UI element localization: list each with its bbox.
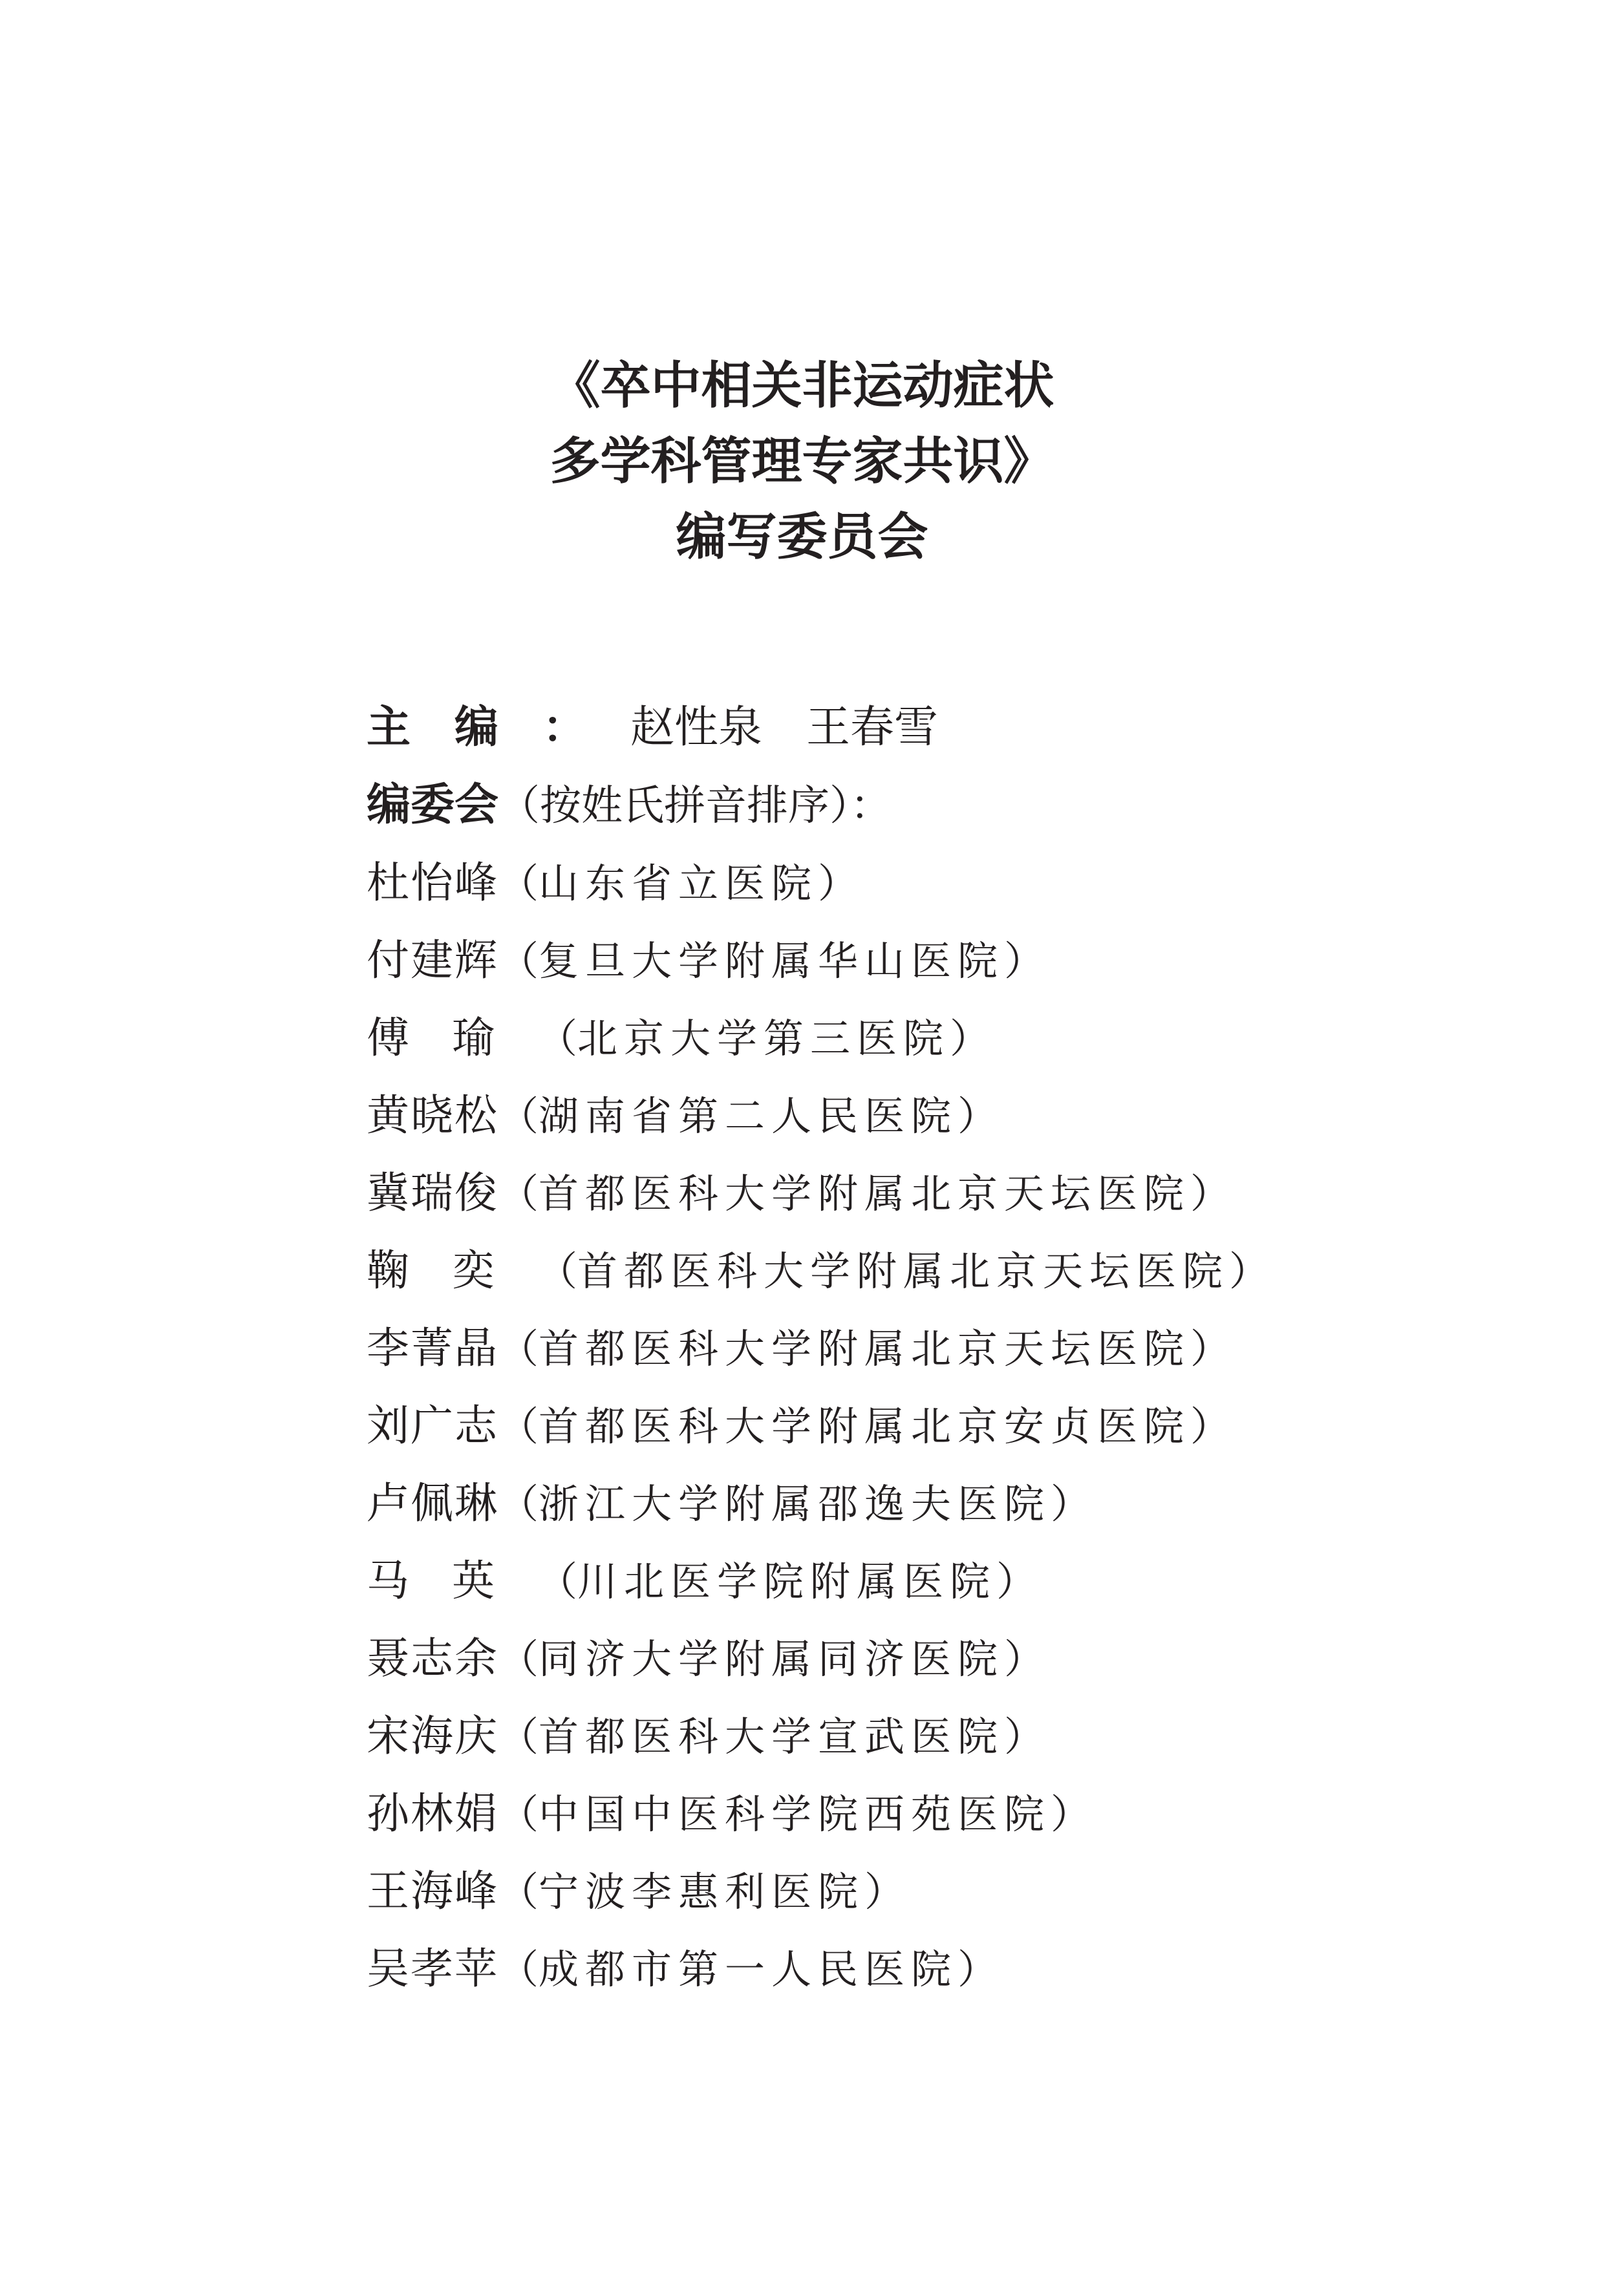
chief-editor-names: 赵性泉 王春雪 — [630, 702, 939, 753]
member-affiliation: 同济大学附属同济医院 — [539, 1635, 1005, 1683]
committee-label: 编委会 — [367, 780, 499, 831]
committee-sort-note: （按姓氏拼音排序）： — [498, 782, 892, 830]
member-row — [367, 1077, 1569, 1154]
member-affiliation: 川北医学院附属医院 — [577, 1558, 997, 1605]
member-row — [367, 1465, 1569, 1542]
member-affiliation: 复旦大学附属华山医院 — [539, 937, 1005, 984]
member-row — [367, 1310, 1569, 1387]
member-affiliation: 首都医科大学附属北京天坛医院 — [539, 1325, 1191, 1372]
close-paren: ） — [864, 1868, 905, 1915]
close-paren: ） — [1051, 1480, 1091, 1527]
close-paren: ） — [1004, 937, 1045, 984]
close-paren: ） — [996, 1558, 1037, 1605]
member-name: 聂志余 — [367, 1633, 498, 1683]
chief-editor-row — [367, 689, 1569, 767]
member-name: 卢佩琳 — [367, 1478, 498, 1528]
member-affiliation: 湖南省第二人民医院 — [539, 1092, 958, 1140]
member-affiliation: 中国中医科学院西苑医院 — [539, 1791, 1051, 1838]
member-affiliation: 北京大学第三医院 — [577, 1015, 950, 1062]
member-row — [367, 922, 1569, 999]
member-affiliation: 首都医科大学附属北京天坛医院 — [539, 1170, 1191, 1217]
member-name: 孙林娟 — [367, 1789, 498, 1838]
member-row — [367, 844, 1569, 922]
title-line-3: 编写委员会 — [676, 507, 928, 566]
member-row — [367, 1620, 1569, 1697]
close-paren: ） — [957, 1092, 998, 1140]
close-paren: ） — [1190, 1403, 1231, 1450]
member-name: 吴孝苹 — [367, 1944, 498, 1993]
open-paren: （ — [498, 860, 539, 907]
open-paren: （ — [498, 1092, 539, 1140]
member-affiliation: 首都医科大学附属北京天坛医院 — [577, 1248, 1230, 1295]
close-paren: ） — [957, 1946, 998, 1993]
close-paren: ） — [950, 1015, 990, 1062]
open-paren: （ — [498, 937, 539, 984]
open-paren: （ — [498, 1946, 539, 1993]
member-name: 宋海庆 — [367, 1711, 498, 1761]
member-name: 王海峰 — [367, 1866, 498, 1916]
open-paren: （ — [537, 1248, 578, 1295]
committee-list — [367, 689, 1569, 2008]
member-row — [367, 1697, 1569, 1775]
member-affiliation: 浙江大学附属邵逸夫医院 — [539, 1480, 1051, 1527]
member-affiliation: 首都医科大学附属北京安贞医院 — [539, 1403, 1191, 1450]
member-row — [367, 999, 1569, 1077]
close-paren: ） — [1004, 1713, 1045, 1760]
close-paren: ） — [1051, 1791, 1091, 1838]
open-paren: （ — [498, 1868, 539, 1915]
member-row — [367, 1775, 1569, 1853]
close-paren: ） — [818, 860, 859, 907]
title-line-2: 多学科管理专家共识》 — [550, 432, 1054, 491]
committee-heading-row — [367, 767, 1569, 844]
document-title — [0, 348, 1604, 575]
member-affiliation: 首都医科大学宣武医院 — [539, 1713, 1005, 1760]
member-name: 傅瑜 — [367, 1013, 537, 1063]
close-paren: ） — [1190, 1170, 1231, 1217]
member-name: 马英 — [367, 1556, 537, 1606]
close-paren: ） — [1229, 1248, 1270, 1295]
member-row — [367, 1387, 1569, 1465]
member-name: 黄晓松 — [367, 1090, 498, 1140]
open-paren: （ — [537, 1015, 578, 1062]
member-row — [367, 1853, 1569, 1930]
close-paren: ） — [1190, 1325, 1231, 1372]
chief-editor-label: 主编： — [367, 702, 631, 753]
member-name: 杜怡峰 — [367, 858, 498, 908]
member-name: 冀瑞俊 — [367, 1168, 498, 1218]
title-line-1: 《卒中相关非运动症状 — [550, 356, 1054, 415]
open-paren: （ — [498, 1403, 539, 1450]
member-name: 鞠奕 — [367, 1246, 537, 1295]
member-name: 付建辉 — [367, 935, 498, 985]
open-paren: （ — [537, 1558, 578, 1605]
open-paren: （ — [498, 1480, 539, 1527]
member-row — [367, 1930, 1569, 2008]
open-paren: （ — [498, 1791, 539, 1838]
member-affiliation: 成都市第一人民医院 — [539, 1946, 958, 1993]
member-row — [367, 1154, 1569, 1232]
close-paren: ） — [1004, 1635, 1045, 1683]
open-paren: （ — [498, 1170, 539, 1217]
member-affiliation: 山东省立医院 — [539, 860, 818, 907]
member-row — [367, 1542, 1569, 1620]
member-name: 刘广志 — [367, 1401, 498, 1451]
member-name: 李菁晶 — [367, 1323, 498, 1373]
open-paren: （ — [498, 1635, 539, 1683]
member-affiliation: 宁波李惠利医院 — [539, 1868, 865, 1915]
member-row — [367, 1232, 1569, 1310]
open-paren: （ — [498, 1325, 539, 1372]
open-paren: （ — [498, 1713, 539, 1760]
